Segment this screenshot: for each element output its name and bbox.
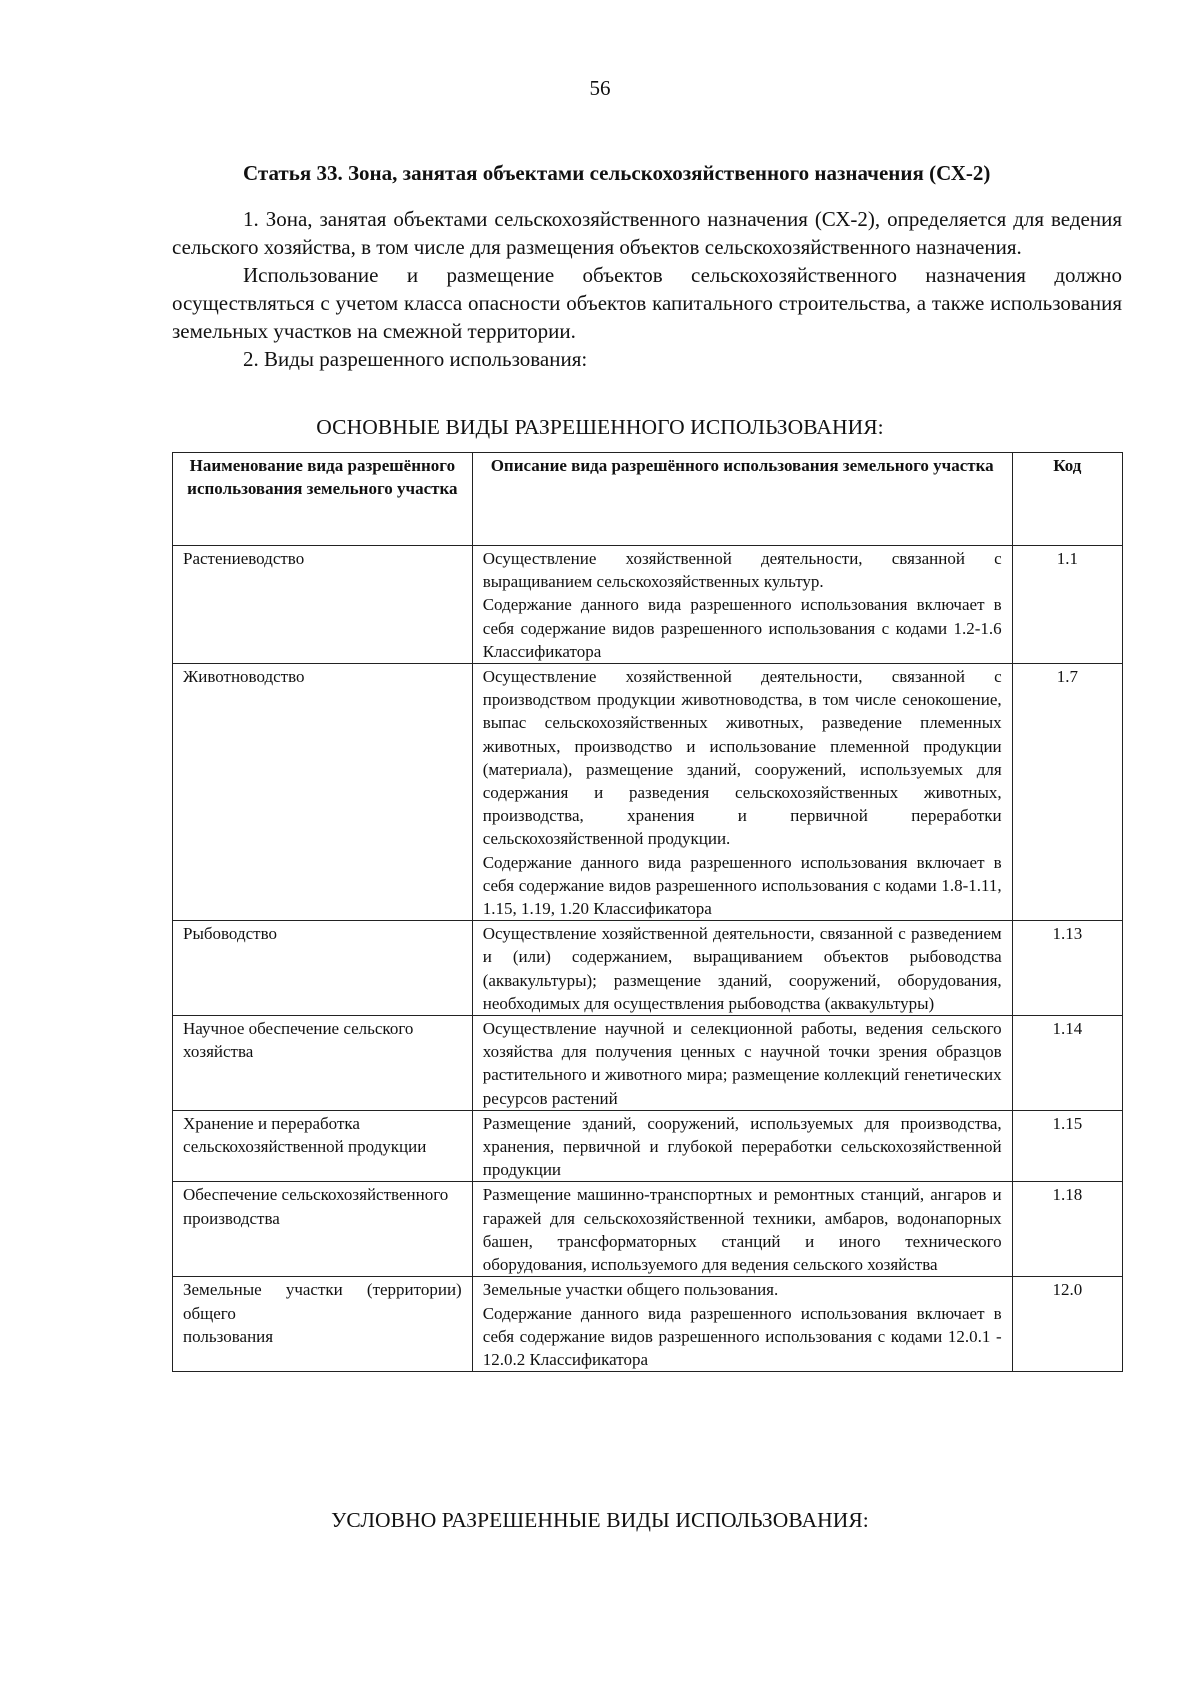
main-uses-heading: ОСНОВНЫЕ ВИДЫ РАЗРЕШЕННОГО ИСПОЛЬЗОВАНИЯ:	[316, 415, 884, 439]
description-paragraph: Осуществление научной и селекционной работы, ведения сельского хозяйства для получения ценных с научной точки зрения образцов растительного и животного мира; размещение коллекций генетических ресурсов растений	[482, 1019, 1002, 1108]
column-header-name: Наименование вида разрешённого использования земельного участка	[173, 453, 473, 546]
use-code: 1.14	[1012, 1016, 1122, 1111]
use-code: 1.7	[1012, 664, 1122, 921]
article-title: Статья 33. Зона, занятая объектами сельскохозяйственного назначения (СХ-2)	[243, 161, 991, 185]
article-body	[172, 205, 1122, 373]
use-code: 1.15	[1012, 1110, 1122, 1182]
table-row	[173, 546, 1123, 664]
use-description	[472, 1110, 1012, 1182]
use-description	[472, 1277, 1012, 1372]
use-code: 1.18	[1012, 1182, 1122, 1277]
table-row	[173, 921, 1123, 1016]
use-description	[472, 1016, 1012, 1111]
use-description	[472, 921, 1012, 1016]
page-number: 56	[589, 76, 611, 100]
column-header-description: Описание вида разрешённого использования земельного участка	[472, 453, 1012, 546]
use-name: Животноводство	[173, 664, 473, 921]
column-header-code: Код	[1012, 453, 1122, 546]
use-name	[173, 1277, 473, 1372]
use-name: Рыбоводство	[173, 921, 473, 1016]
table-row	[173, 664, 1123, 921]
table-row	[173, 1182, 1123, 1277]
table-row	[173, 1277, 1123, 1372]
description-paragraph: Размещение машинно-транспортных и ремонтных станций, ангаров и гаражей для сельскохозяйственной техники, амбаров, водонапорных башен, трансформаторных станций и иного технического оборудования, используемого для ведения сельского хозяйства	[482, 1185, 1002, 1275]
description-paragraph: Осуществление хозяйственной деятельности, связанной с производством продукции животноводства, в том числе сенокошение, выпас сельскохозяйственных животных, разведение племенных животных, производство и использование племенной продукции (материала), размещение зданий, сооружений, используемых для содержания и разведения сельскохозяйственных животных, производства, хранения и первичной переработки сельскохозяйственной продукции.	[482, 667, 1002, 849]
description-paragraph: Содержание данного вида разрешенного использования включает в себя содержание видов разрешенного использования с кодами 1.2-1.6 Классификатора	[482, 595, 1002, 661]
table-row	[173, 1016, 1123, 1111]
conditional-uses-heading: УСЛОВНО РАЗРЕШЕННЫЕ ВИДЫ ИСПОЛЬЗОВАНИЯ:	[331, 1508, 869, 1532]
table-header-row	[173, 453, 1123, 546]
description-paragraph: Содержание данного вида разрешенного использования включает в себя содержание видов разрешенного использования с кодами 1.8-1.11, 1.15, 1.19, 1.20 Классификатора	[482, 852, 1002, 919]
description-paragraph: Осуществление хозяйственной деятельности, связанной с разведением и (или) содержанием, выращиванием объектов рыбоводства (аквакультуры); размещение зданий, сооружений, оборудования, необходимых для осуществления рыбоводства (аквакультуры)	[482, 924, 1002, 1013]
use-description	[472, 546, 1012, 664]
permitted-uses-table	[172, 452, 1123, 1372]
description-paragraph: Размещение зданий, сооружений, используемых для производства, хранения, первичной и глубокой переработки сельскохозяйственной продукции	[482, 1113, 1002, 1180]
use-description	[472, 1182, 1012, 1277]
use-name-line: Земельные участки (территории) общего	[183, 1280, 462, 1323]
paragraph: 2. Виды разрешенного использования:	[243, 347, 588, 371]
use-name: Научное обеспечение сельского хозяйства	[173, 1016, 473, 1111]
description-paragraph: Осуществление хозяйственной деятельности, связанной с выращиванием сельскохозяйственных культур.	[482, 549, 1002, 592]
use-name: Хранение и переработка сельскохозяйственной продукции	[173, 1110, 473, 1182]
use-name: Обеспечение сельскохозяйственного производства	[173, 1182, 473, 1277]
table-row	[173, 1110, 1123, 1182]
use-description	[472, 664, 1012, 921]
use-code: 12.0	[1012, 1277, 1122, 1372]
description-paragraph: Содержание данного вида разрешенного использования включает в себя содержание видов разрешенного использования с кодами 12.0.1 - 12.0.2 Классификатора	[482, 1303, 1002, 1369]
description-paragraph: Земельные участки общего пользования.	[482, 1280, 779, 1300]
paragraph: 1. Зона, занятая объектами сельскохозяйственного назначения (СХ-2), определяется для ведения сельского хозяйства, в том числе для размещения объектов сельскохозяйственного назначения.	[172, 207, 1122, 259]
use-code: 1.1	[1012, 546, 1122, 664]
use-name-line: пользования	[183, 1326, 274, 1346]
paragraph: Использование и размещение объектов сельскохозяйственного назначения должно осуществляться с учетом класса опасности объектов капитального строительства, а также использования земельных участков на смежной территории.	[172, 263, 1122, 343]
use-code: 1.13	[1012, 921, 1122, 1016]
use-name: Растениеводство	[173, 546, 473, 664]
